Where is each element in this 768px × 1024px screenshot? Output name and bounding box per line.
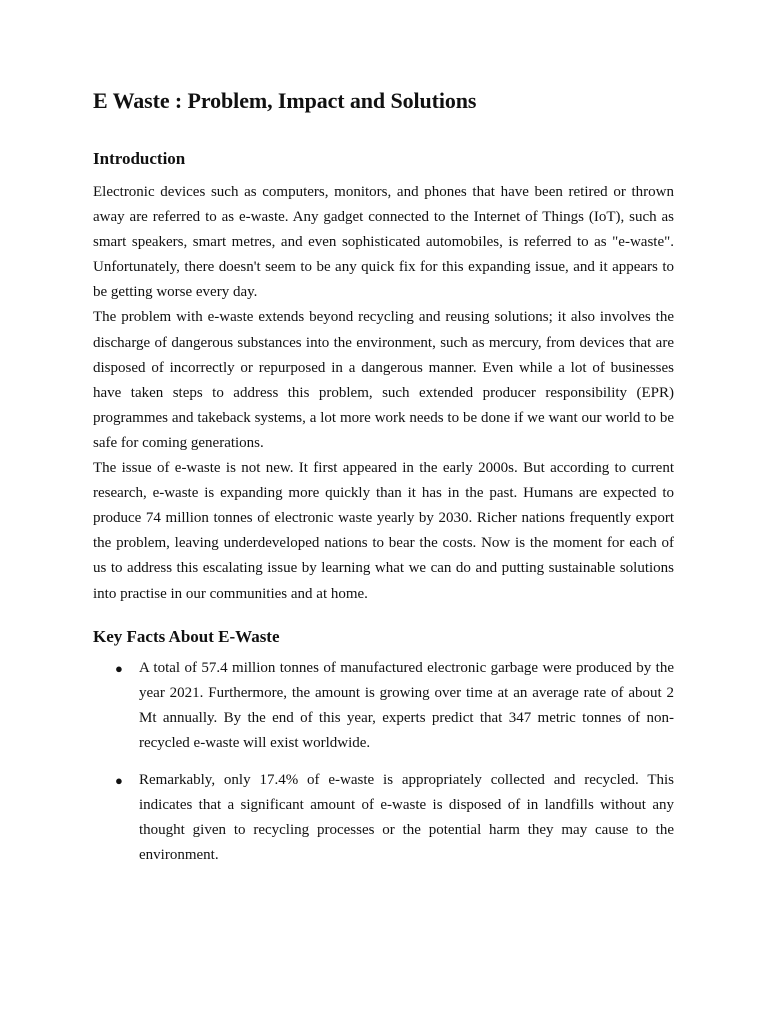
bullet-icon: ● — [115, 660, 123, 676]
bullet-icon: ● — [115, 772, 123, 788]
key-fact-item — [93, 768, 674, 868]
key-fact-item — [93, 656, 674, 756]
document-page — [93, 86, 674, 880]
key-fact-text: Remarkably, only 17.4% of e-waste is appropriately collected and recycled. This indicates that a significant amount of e-waste is disposed of in landfills without any thought given to recycling processes or the potential harm they may cause to the environment. — [139, 771, 674, 864]
introduction-paragraph: The issue of e-waste is not new. It first appeared in the early 2000s. But according to current research, e-waste is expanding more quickly than it has in the past. Humans are expected to produce 74 million tonnes of electronic waste yearly by 2030. Richer nations frequently export the problem, leaving underdeveloped nations to bear the costs. Now is the moment for each of us to address this escalating issue by learning what we can do and putting sustainable solutions into practise in our communities and at home. — [93, 460, 674, 602]
introduction-paragraph: Electronic devices such as computers, monitors, and phones that have been retired or thrown away are referred to as e-waste. Any gadget connected to the Internet of Things (IoT), such as smart speakers, smart metres, and even sophisticated automobiles, is referred to as "e-waste". Unfortunately, there doesn't seem to be any quick fix for this expanding issue, and it appears to be getting worse every day. — [93, 184, 674, 301]
document-title: E Waste : Problem, Impact and Solutions — [93, 88, 477, 113]
key-facts-list — [93, 656, 674, 869]
key-fact-text: A total of 57.4 million tonnes of manufactured electronic garbage were produced by the year 2021. Furthermore, the amount is growing over time at an average rate of about 2 Mt annually. By the end of this year, experts predict that 347 metric tonnes of non-recycled e-waste will exist worldwide. — [139, 659, 674, 751]
introduction-section — [93, 180, 674, 607]
introduction-paragraph: The problem with e-waste extends beyond recycling and reusing solutions; it also involves the discharge of dangerous substances into the environment, such as mercury, from devices that are disposed of incorrectly or repurposed in a dangerous manner. Even while a lot of businesses have taken steps to address this problem, such extended producer responsibility (EPR) programmes and takeback systems, a lot more work needs to be done if we want our world to be safe for coming generations. — [93, 309, 674, 451]
introduction-heading: Introduction — [93, 149, 186, 168]
key-facts-heading: Key Facts About E-Waste — [93, 626, 280, 646]
